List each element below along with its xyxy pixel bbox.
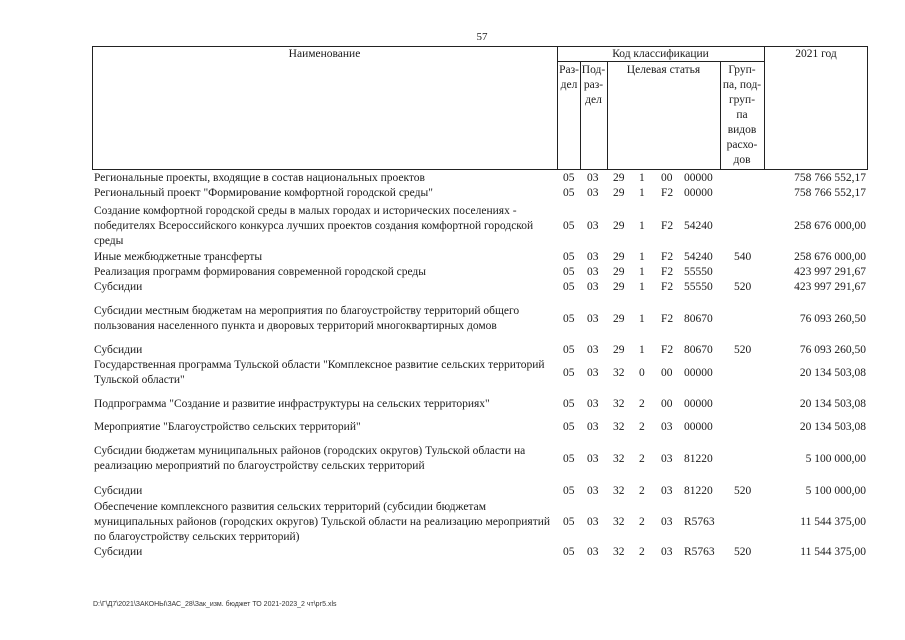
row-name: Создание комфортной городской среды в малых городах и исторических поселениях - победителях Всероссийского конкурса лучших проектов создания комфортной городской среды	[94, 205, 534, 247]
subprogram-code: 0	[639, 367, 645, 379]
subsection-code: 03	[587, 220, 599, 232]
subsection-code: 03	[587, 172, 599, 184]
article-code: 55550	[684, 266, 713, 278]
row-amount: 423 997 291,67	[794, 281, 866, 293]
subprogram-code: 1	[639, 266, 645, 278]
header-expense-group: Груп- па, под- груп- па видов расхо- дов	[722, 64, 762, 166]
direction-code: F2	[661, 220, 674, 232]
row-name: Подпрограмма "Создание и развитие инфраструктуры на сельских территориях"	[94, 398, 490, 410]
subprogram-code: 1	[639, 313, 645, 325]
subprogram-code: 1	[639, 251, 645, 263]
header-name: Наименование	[288, 48, 361, 60]
section-code: 05	[563, 398, 575, 410]
header-podrazdel: Под- раз- дел	[581, 64, 606, 106]
header-razdel: Раз- дел	[559, 64, 579, 91]
program-code: 29	[613, 266, 625, 278]
subsection-code: 03	[587, 421, 599, 433]
article-code: 55550	[684, 281, 713, 293]
subprogram-code: 2	[639, 421, 645, 433]
subprogram-code: 2	[639, 485, 645, 497]
subsection-code: 03	[587, 251, 599, 263]
header-year: 2021 год	[795, 48, 837, 60]
article-code: 80670	[684, 313, 713, 325]
section-code: 05	[563, 546, 575, 558]
subsection-code: 03	[587, 344, 599, 356]
program-code: 32	[613, 367, 625, 379]
direction-code: 00	[661, 398, 673, 410]
article-code: 00000	[684, 398, 713, 410]
row-name: Субсидии бюджетам муниципальных районов (городских округов) Тульской области на реализацию мероприятий по благоустройству сельских территорий	[94, 445, 526, 472]
subsection-code: 03	[587, 453, 599, 465]
row-amount: 76 093 260,50	[799, 344, 866, 356]
subsection-code: 03	[587, 187, 599, 199]
subprogram-code: 2	[639, 453, 645, 465]
subsection-code: 03	[587, 398, 599, 410]
page-number: 57	[476, 31, 488, 43]
section-code: 05	[563, 266, 575, 278]
program-code: 29	[613, 172, 625, 184]
row-name: Региональный проект "Формирование комфортной городской среды"	[94, 187, 433, 199]
row-amount: 5 100 000,00	[805, 485, 866, 497]
program-code: 32	[613, 485, 625, 497]
expense-type-code: 520	[734, 485, 752, 497]
direction-code: 03	[661, 453, 673, 465]
row-name: Региональные проекты, входящие в состав национальных проектов	[94, 172, 425, 184]
program-code: 29	[613, 251, 625, 263]
direction-code: F2	[661, 344, 674, 356]
subprogram-code: 1	[639, 172, 645, 184]
row-amount: 423 997 291,67	[794, 266, 866, 278]
row-amount: 11 544 375,00	[800, 546, 866, 558]
expense-type-code: 540	[734, 251, 752, 263]
direction-code: F2	[661, 313, 674, 325]
subsection-code: 03	[587, 266, 599, 278]
row-name: Мероприятие "Благоустройство сельских территорий"	[94, 421, 361, 433]
row-name: Государственная программа Тульской области "Комплексное развитие сельских территорий Тульской области"	[94, 359, 545, 386]
direction-code: 03	[661, 516, 673, 528]
section-code: 05	[563, 172, 575, 184]
subprogram-code: 2	[639, 516, 645, 528]
section-code: 05	[563, 220, 575, 232]
row-amount: 758 766 552,17	[794, 187, 866, 199]
article-code: 81220	[684, 453, 713, 465]
article-code: 00000	[684, 187, 713, 199]
row-amount: 76 093 260,50	[799, 313, 866, 325]
row-name: Обеспечение комплексного развития сельских территорий (субсидии бюджетам муниципальных районов (городских округов) Тульской области на реализацию мероприятий по благоустройству сельских территорий)	[94, 501, 551, 543]
direction-code: 00	[661, 367, 673, 379]
direction-code: 03	[661, 546, 673, 558]
direction-code: F2	[661, 266, 674, 278]
direction-code: 00	[661, 172, 673, 184]
subsection-code: 03	[587, 546, 599, 558]
row-amount: 20 134 503,08	[799, 367, 866, 379]
section-code: 05	[563, 313, 575, 325]
direction-code: 03	[661, 485, 673, 497]
article-code: 54240	[684, 251, 713, 263]
program-code: 29	[613, 313, 625, 325]
row-amount: 258 676 000,00	[794, 251, 866, 263]
subprogram-code: 1	[639, 344, 645, 356]
program-code: 32	[613, 546, 625, 558]
row-amount: 11 544 375,00	[800, 516, 866, 528]
expense-type-code: 520	[734, 546, 752, 558]
section-code: 05	[563, 485, 575, 497]
section-code: 05	[563, 251, 575, 263]
article-code: R5763	[684, 546, 715, 558]
direction-code: 03	[661, 421, 673, 433]
row-amount: 258 676 000,00	[794, 220, 866, 232]
program-code: 32	[613, 398, 625, 410]
subprogram-code: 1	[639, 187, 645, 199]
direction-code: F2	[661, 281, 674, 293]
header-classification-code: Код классификации	[612, 48, 709, 60]
program-code: 29	[613, 220, 625, 232]
row-name: Субсидии	[94, 546, 143, 558]
row-amount: 758 766 552,17	[794, 172, 866, 184]
section-code: 05	[563, 516, 575, 528]
program-code: 32	[613, 453, 625, 465]
subprogram-code: 2	[639, 398, 645, 410]
section-code: 05	[563, 187, 575, 199]
row-name: Субсидии местным бюджетам на мероприятия по благоустройству территорий общего пользования населенного пункта и дворовых территорий многоквартирных домов	[94, 305, 520, 332]
subprogram-code: 1	[639, 220, 645, 232]
program-code: 29	[613, 187, 625, 199]
row-amount: 20 134 503,08	[799, 398, 866, 410]
file-path-footer: D:\Г\Д7\2021\ЗАКОНЫ\ЗАС_28\Зак_изм. бюджет ТО 2021-2023_2 чт\рг5.xls	[93, 601, 337, 608]
direction-code: F2	[661, 251, 674, 263]
article-code: R5763	[684, 516, 715, 528]
row-name: Иные межбюджетные трансферты	[94, 251, 263, 263]
article-code: 00000	[684, 172, 713, 184]
expense-type-code: 520	[734, 281, 752, 293]
article-code: 54240	[684, 220, 713, 232]
row-amount: 20 134 503,08	[799, 421, 866, 433]
subsection-code: 03	[587, 485, 599, 497]
direction-code: F2	[661, 187, 674, 199]
subprogram-code: 2	[639, 546, 645, 558]
row-name: Субсидии	[94, 344, 143, 356]
row-name: Субсидии	[94, 485, 143, 497]
subsection-code: 03	[587, 281, 599, 293]
row-name: Субсидии	[94, 281, 143, 293]
expense-type-code: 520	[734, 344, 752, 356]
subprogram-code: 1	[639, 281, 645, 293]
program-code: 29	[613, 344, 625, 356]
program-code: 32	[613, 421, 625, 433]
section-code: 05	[563, 281, 575, 293]
subsection-code: 03	[587, 313, 599, 325]
program-code: 32	[613, 516, 625, 528]
section-code: 05	[563, 453, 575, 465]
article-code: 80670	[684, 344, 713, 356]
article-code: 81220	[684, 485, 713, 497]
row-amount: 5 100 000,00	[805, 453, 866, 465]
section-code: 05	[563, 421, 575, 433]
subsection-code: 03	[587, 367, 599, 379]
article-code: 00000	[684, 367, 713, 379]
row-name: Реализация программ формирования современной городской среды	[94, 266, 427, 278]
article-code: 00000	[684, 421, 713, 433]
program-code: 29	[613, 281, 625, 293]
subsection-code: 03	[587, 516, 599, 528]
header-target-article: Целевая статья	[626, 64, 701, 76]
section-code: 05	[563, 344, 575, 356]
section-code: 05	[563, 367, 575, 379]
